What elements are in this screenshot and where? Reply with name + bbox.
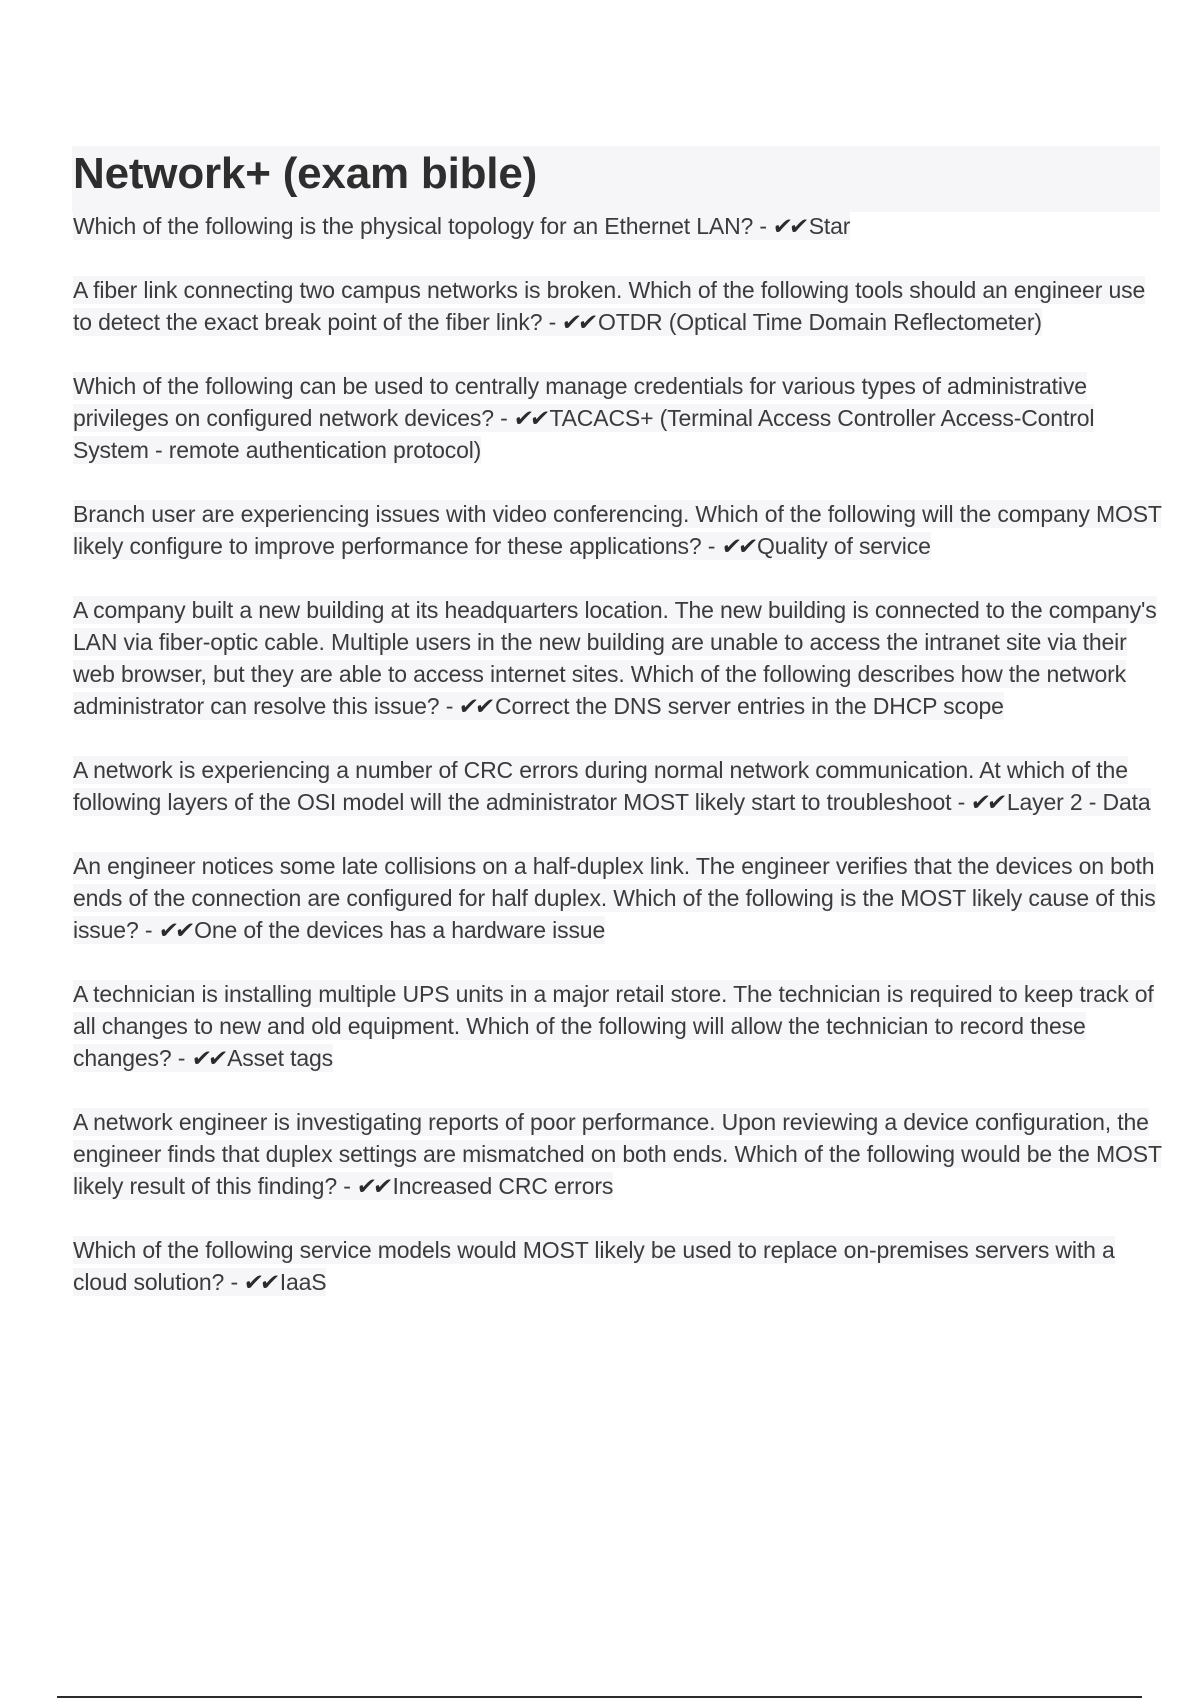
question-text: Branch user are experiencing issues with video conferencing. Which of the following will the company MOST likely configure to improve performance for these applications?: [73, 501, 1162, 559]
separator: -: [171, 1045, 192, 1071]
double-check-icon: ✔✔: [457, 693, 494, 719]
qa-item: [73, 1106, 1163, 1202]
qa-item: [73, 754, 1163, 818]
question-text: Which of the following service models would MOST likely be used to replace on-premises servers with a cloud solution?: [73, 1237, 1115, 1295]
answer-text: Layer 2 - Data: [1006, 789, 1151, 815]
answer-text: Quality of service: [757, 533, 931, 559]
qa-highlight: [73, 852, 1156, 944]
answer-text: One of the devices has a hardware issue: [194, 917, 606, 943]
question-text: Which of the following is the physical topology for an Ethernet LAN?: [73, 213, 754, 239]
question-text: A network engineer is investigating reports of poor performance. Upon reviewing a device configuration, the engineer finds that duplex settings are mismatched on both ends. Which of the following would be the MOST likely result of this finding?: [73, 1109, 1162, 1199]
qa-highlight: [73, 276, 1145, 336]
double-check-icon: ✔✔: [560, 309, 597, 335]
double-check-icon: ✔✔: [189, 1045, 226, 1071]
document-title: Network+ (exam bible): [73, 149, 538, 198]
question-text: A fiber link connecting two campus networks is broken. Which of the following tools should an engineer use to detect the exact break point of the fiber link?: [73, 277, 1146, 335]
separator: -: [493, 405, 514, 431]
separator: -: [542, 309, 563, 335]
answer-text: Increased CRC errors: [392, 1173, 614, 1199]
qa-item: [73, 370, 1163, 466]
separator: -: [224, 1269, 245, 1295]
separator: -: [336, 1173, 357, 1199]
double-check-icon: ✔✔: [156, 917, 193, 943]
separator: -: [753, 213, 774, 239]
answer-text: Star: [808, 213, 851, 239]
qa-item: [73, 498, 1163, 562]
footer-divider: [57, 1696, 1142, 1698]
separator: -: [138, 917, 159, 943]
qa-item: [73, 274, 1163, 338]
qa-highlight: [73, 1108, 1161, 1200]
qa-highlight: [73, 500, 1161, 560]
double-check-icon: ✔✔: [771, 213, 808, 239]
double-check-icon: ✔✔: [355, 1173, 392, 1199]
separator: -: [701, 533, 722, 559]
qa-highlight: [73, 596, 1157, 720]
question-text: A network is experiencing a number of CRC errors during normal network communication. At which of the following layers of the OSI model will the administrator MOST likely start to troubleshoot: [73, 757, 1128, 815]
answer-text: Correct the DNS server entries in the DHCP scope: [495, 693, 1004, 719]
qa-item: [73, 978, 1163, 1074]
double-check-icon: ✔✔: [719, 533, 756, 559]
qa-highlight: [73, 756, 1151, 816]
qa-item: [73, 1234, 1163, 1298]
question-text: Which of the following can be used to centrally manage credentials for various types of administrative privileges on configured network devices?: [73, 373, 1087, 431]
qa-highlight: [73, 980, 1154, 1072]
question-text: A technician is installing multiple UPS units in a major retail store. The technician is required to keep track of all changes to new and old equipment. Which of the following will allow the technician to record these changes?: [73, 981, 1154, 1071]
double-check-icon: ✔✔: [969, 789, 1006, 815]
answer-text: IaaS: [279, 1269, 327, 1295]
separator: -: [439, 693, 460, 719]
double-check-icon: ✔✔: [512, 405, 549, 431]
answer-text: TACACS+ (Terminal Access Controller Access-Control System - remote authentication protocol): [73, 405, 1095, 463]
qa-highlight: [73, 212, 850, 240]
question-text: A company built a new building at its headquarters location. The new building is connected to the company's LAN via fiber-optic cable. Multiple users in the new building are unable to access the intranet site via their web browser, but they are able to access internet sites. Which of the following describes how the network administrator can resolve this issue?: [73, 597, 1157, 719]
question-text: An engineer notices some late collisions on a half-duplex link. The engineer verifies that the devices on both ends of the connection are configured for half duplex. Which of the following is the MOST likely cause of this issue?: [73, 853, 1156, 943]
qa-item: [73, 594, 1163, 722]
answer-text: Asset tags: [227, 1045, 333, 1071]
qa-list: [73, 210, 1163, 1330]
qa-item: [73, 850, 1163, 946]
separator: -: [951, 789, 972, 815]
qa-highlight: [73, 1236, 1115, 1296]
double-check-icon: ✔✔: [242, 1269, 279, 1295]
answer-text: OTDR (Optical Time Domain Reflectometer): [597, 309, 1042, 335]
qa-item: [73, 210, 1163, 242]
qa-highlight: [73, 372, 1094, 464]
